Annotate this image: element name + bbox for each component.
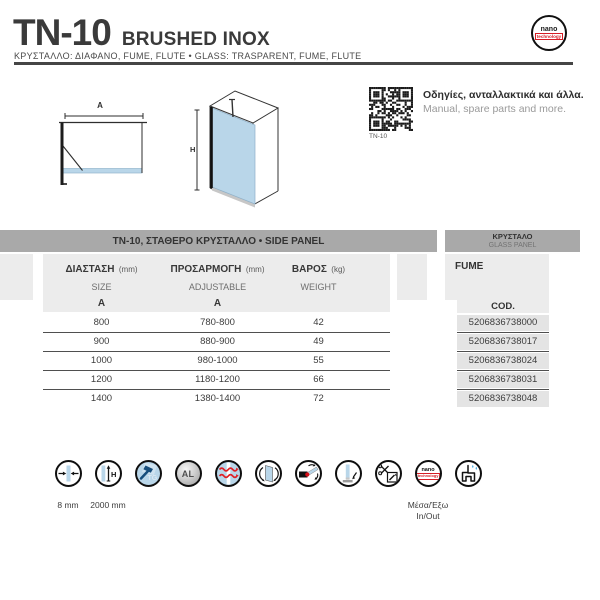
cod-label: COD. [491, 301, 515, 312]
inout-label-en: In/Out [416, 511, 440, 521]
row-divider [43, 351, 390, 353]
column-header-size [43, 259, 160, 295]
finish-name: BRUSHED INOX [121, 29, 270, 50]
glass-panel-label-gr: ΚΡΥΣΤΑΛΟ [492, 232, 533, 241]
nano-glyph: nano [421, 467, 435, 474]
code-divider [457, 389, 549, 391]
col-adj-en: ADJUSTABLE [188, 282, 247, 292]
cell-adjustable: 880-900 [200, 336, 235, 347]
sub-header-row [43, 298, 390, 309]
code-divider [457, 351, 549, 353]
code-divider [457, 332, 549, 334]
table-spacer-right [397, 254, 427, 300]
code-divider [457, 370, 549, 372]
al-glyph: AL [181, 468, 195, 479]
row-divider [43, 332, 390, 334]
col-weight-en: WEIGHT [300, 282, 337, 292]
qr-caption: TN-10 [369, 133, 388, 140]
cell-size: 1000 [90, 355, 113, 366]
cell-weight: 42 [313, 317, 324, 328]
cell-weight: 55 [313, 355, 324, 366]
technology-glyph: technology [417, 473, 439, 479]
aluminum-icon [175, 460, 202, 487]
glass-type-value: FUME [455, 261, 484, 272]
qr-code [369, 87, 413, 131]
sub-a-adjustable: A [213, 298, 222, 309]
cell-size: 900 [93, 336, 110, 347]
row-divider [43, 389, 390, 391]
col-weight-unit: (kg) [331, 265, 346, 274]
code-cell: 5206836738024 [457, 353, 549, 370]
table-title: TN-10, ΣΤΑΘΕΡΟ ΚΡΥΣΤΑΛΛΟ • SIDE PANEL [112, 235, 325, 247]
code-cell: 5206836738000 [457, 315, 549, 332]
cell-weight: 49 [313, 336, 324, 347]
tempered-glass-icon [135, 460, 162, 487]
column-header-adjustable [160, 259, 275, 295]
inout-label-gr: Μέσα/Έξω [407, 500, 449, 510]
col-adj-gr: ΠΡΟΣΑΡΜΟΓΗ [170, 264, 242, 275]
table-row [43, 332, 390, 351]
logo-text-nano: nano [540, 25, 558, 33]
cod-header-cell [457, 300, 549, 313]
cell-adjustable: 1380-1400 [194, 393, 241, 404]
code-cell: 5206836738017 [457, 334, 549, 351]
height-label: 2000 mm [90, 500, 126, 510]
table-spacer-left [0, 254, 33, 300]
cell-weight: 72 [313, 393, 324, 404]
top-view-drawing [55, 99, 155, 194]
glass-panel-header-bar [445, 230, 580, 252]
nano-technology-icon [415, 460, 442, 487]
cell-adjustable: 780-800 [200, 317, 235, 328]
column-header-panel [43, 254, 390, 312]
cell-adjustable: 980-1000 [197, 355, 238, 366]
height-dimension-label: H [190, 145, 196, 154]
table-row [43, 313, 390, 332]
row-divider [43, 370, 390, 372]
cell-adjustable: 1180-1200 [195, 374, 240, 385]
glass-height-icon [95, 460, 122, 487]
cell-size: 800 [93, 317, 110, 328]
width-dimension-label: A [97, 101, 103, 110]
col-weight-gr: ΒΑΡΟΣ [291, 264, 327, 275]
adjustable-arm-icon [295, 460, 322, 487]
cell-size: 1200 [90, 374, 113, 385]
glass-type-cell [445, 254, 549, 300]
model-name: TN-10 [13, 12, 111, 53]
header-divider [14, 62, 573, 65]
cell-weight: 66 [313, 374, 324, 385]
header-subtitle: ΚΡΥΣΤΑΛΛΟ: ΔΙΑΦΑΝΟ, FUME, FLUTE • GLASS: TRASPARENT, FUME, FLUTE [14, 51, 362, 61]
sub-a-size: A [97, 298, 106, 309]
table-row [43, 370, 390, 389]
glass-panel-label-en: GLASS PANEL [488, 242, 537, 249]
thickness-label: 8 mm [57, 500, 79, 510]
nano-technology-logo [531, 15, 567, 51]
water-drops-icon [455, 460, 482, 487]
cell-size: 1400 [90, 393, 113, 404]
height-glyph: H [110, 470, 116, 479]
side-panel-3d-drawing [185, 86, 290, 211]
col-size-en: SIZE [91, 282, 112, 292]
code-cell: 5206836738031 [457, 372, 549, 389]
sub-a-weight [275, 298, 362, 309]
table-title-bar [0, 230, 437, 252]
table-row [43, 389, 390, 408]
glass-thickness-icon [55, 460, 82, 487]
table-row [43, 351, 390, 370]
column-header-weight [275, 259, 362, 295]
thermal-resistance-icon [215, 460, 242, 487]
logo-text-technology: technology [536, 33, 562, 39]
floor-profile-icon [335, 460, 362, 487]
col-adj-unit: (mm) [245, 265, 265, 274]
code-cell: 5206836738048 [457, 391, 549, 408]
page-title [13, 12, 270, 54]
col-size-unit: (mm) [118, 265, 138, 274]
col-size-gr: ΔΙΑΣΤΑΣΗ [65, 264, 115, 275]
qr-title-greek: Οδηγίες, ανταλλακτικά και άλλα. [423, 89, 584, 101]
cut-to-size-icon [375, 460, 402, 487]
qr-title-english: Manual, spare parts and more. [423, 103, 566, 115]
door-in-out-icon [255, 460, 282, 487]
tg-glyph: TG [147, 475, 157, 482]
